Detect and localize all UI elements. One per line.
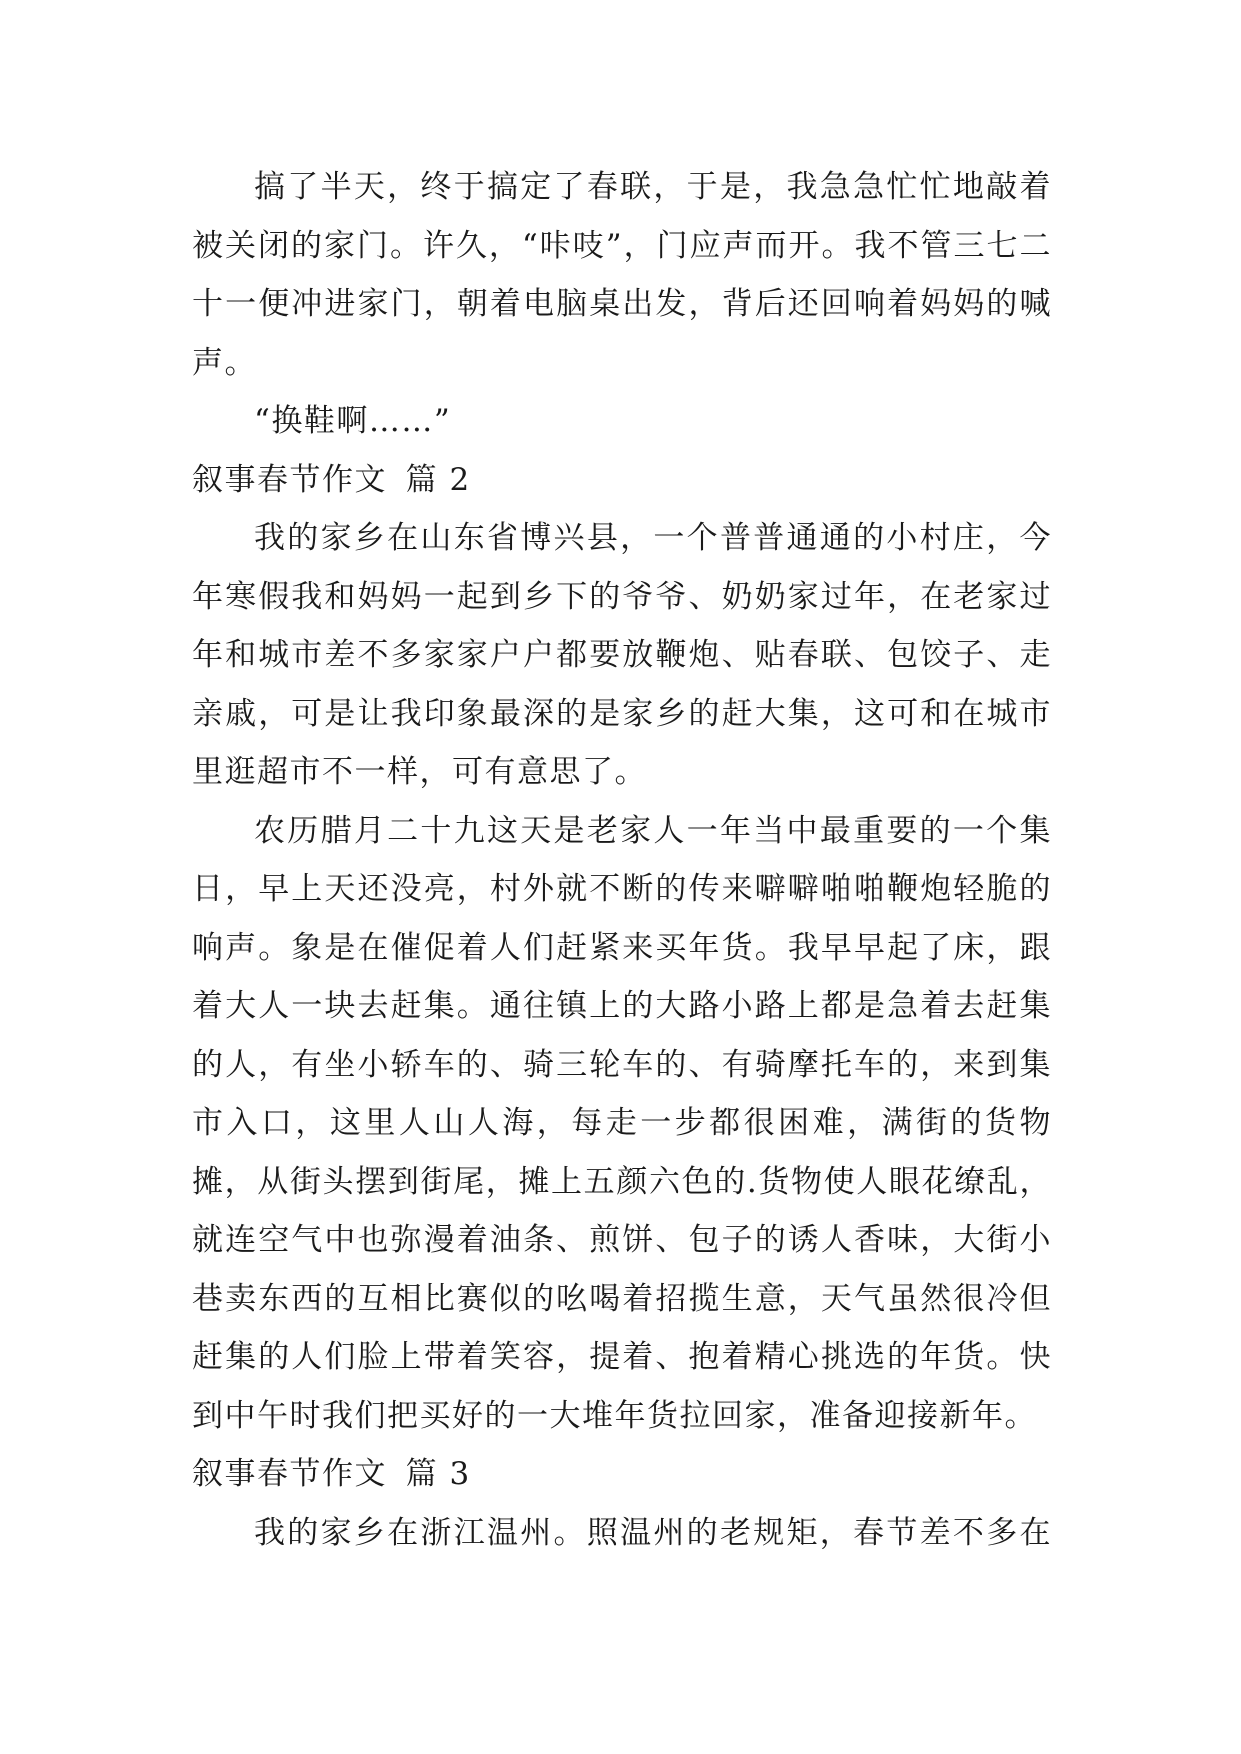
section-heading-3 xyxy=(192,1445,1052,1504)
paragraph-hometown-wenzhou: 我的家乡在浙江温州。照温州的老规矩，春节差不多在 xyxy=(254,1514,1052,1551)
section-heading-title: 叙事春节作文 xyxy=(192,461,387,498)
document-page xyxy=(192,158,1052,1562)
paragraph-quote: “换鞋啊……” xyxy=(254,403,452,439)
section-heading-number: 篇 2 xyxy=(405,461,471,498)
section-heading-title: 叙事春节作文 xyxy=(192,1456,387,1492)
section-heading-2 xyxy=(192,451,1052,510)
section-heading-number: 篇 3 xyxy=(405,1456,471,1492)
paragraph-market-day: 农历腊月二十九这天是老家人一年当中最重要的一个集日，早上天还没亮，村外就不断的传来噼噼啪啪鞭炮轻脆的响声。象是在催促着人们赶紧来买年货。我早早起了床，跟着大人一块去赶集。通往镇上的大路小路上都是急着去赶集的人，有坐小轿车的、骑三轮车的、有骑摩托车的，来到集市入口，这里人山人海，每走一步都很困难，满街的货物摊，从街头摆到街尾，摊上五颜六色的.货物使人眼花缭乱，就连空气中也弥漫着油条、煎饼、包子的诱人香味，大街小巷卖东西的互相比赛似的吆喝着招揽生意，天气虽然很冷但赶集的人们脸上带着笑容，提着、抱着精心挑选的年货。快到中午时我们把买好的一大堆年货拉回家，准备迎接新年。 xyxy=(192,812,1052,1434)
paragraph-intro-ending: 搞了半天，终于搞定了春联，于是，我急急忙忙地敲着被关闭的家门。许久，“咔吱”，门应声而开。我不管三七二十一便冲进家门，朝着电脑桌出发，背后还回响着妈妈的喊声。 xyxy=(192,169,1052,381)
paragraph-hometown-shandong: 我的家乡在山东省博兴县，一个普普通通的小村庄，今年寒假我和妈妈一起到乡下的爷爷、奶奶家过年，在老家过年和城市差不多家家户户都要放鞭炮、贴春联、包饺子、走亲戚，可是让我印象最深的是家乡的赶大集，这可和在城市里逛超市不一样，可有意思了。 xyxy=(192,520,1052,790)
